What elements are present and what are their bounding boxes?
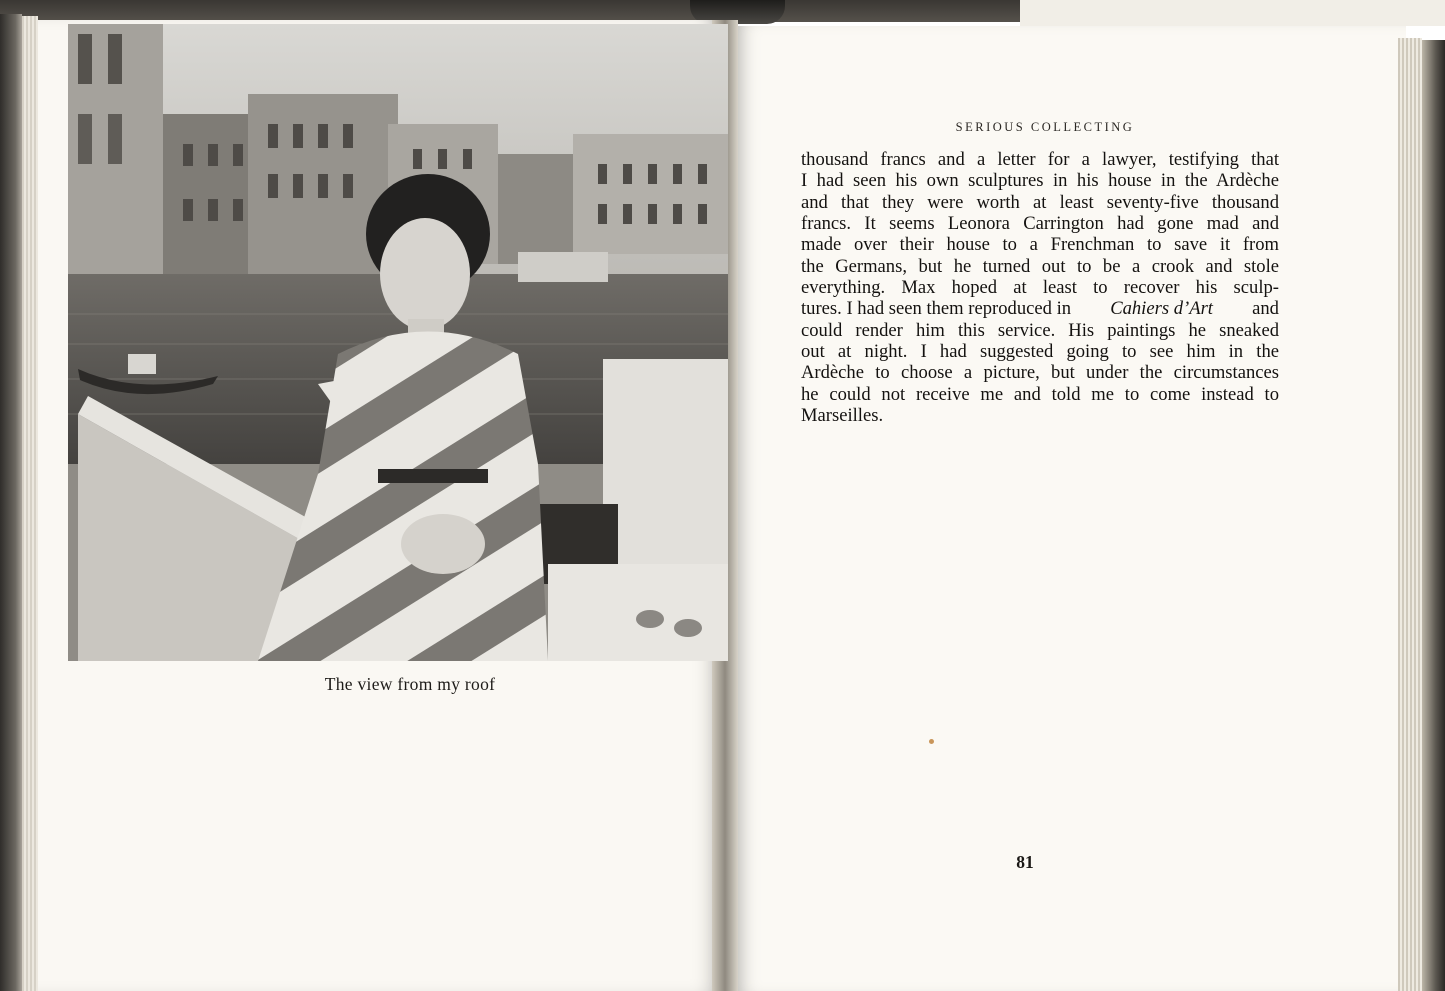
body-text <box>801 149 1279 426</box>
text-line: thousand francs and a letter for a lawyer, testifying that <box>801 149 1279 170</box>
text-line <box>801 298 1279 319</box>
italic-title: Cahiers d’Art <box>1110 298 1213 320</box>
text-line: francs. It seems Leonora Carrington had gone mad and <box>801 213 1279 235</box>
text-line: could render him this service. His paintings he sneaked <box>801 319 1279 341</box>
photo-caption: The view from my roof <box>324 674 496 694</box>
paper-speck <box>929 739 934 744</box>
book-top-edge-right <box>1020 0 1445 26</box>
text-line: Marseilles. <box>801 405 884 427</box>
running-head: SERIOUS COLLECTING <box>955 120 1135 134</box>
book-cover-left-edge <box>0 14 22 991</box>
text-fragment: and <box>1247 298 1279 320</box>
page-number: 81 <box>1016 852 1034 872</box>
book-cover-right-edge <box>1422 40 1445 991</box>
text-line: and that they were worth at least seventy-five thousand <box>801 191 1279 213</box>
photograph <box>68 24 728 661</box>
text-line: he could not receive me and told me to come instead to <box>801 383 1279 405</box>
text-fragment: tures. I had seen them reproduced in <box>801 298 1076 320</box>
right-page-stack <box>1398 38 1422 991</box>
text-line: made over their house to a Frenchman to save it from <box>801 234 1279 256</box>
left-page-stack <box>22 16 38 991</box>
text-line: I had seen his own sculptures in his house in the Ardèche <box>801 170 1279 192</box>
text-line: everything. Max hoped at least to recover his sculp- <box>801 277 1279 299</box>
text-line: Ardèche to choose a picture, but under the circumstances <box>801 362 1279 384</box>
text-line: the Germans, but he turned out to be a crook and stole <box>801 255 1279 277</box>
text-line: out at night. I had suggested going to see him in the <box>801 341 1279 363</box>
